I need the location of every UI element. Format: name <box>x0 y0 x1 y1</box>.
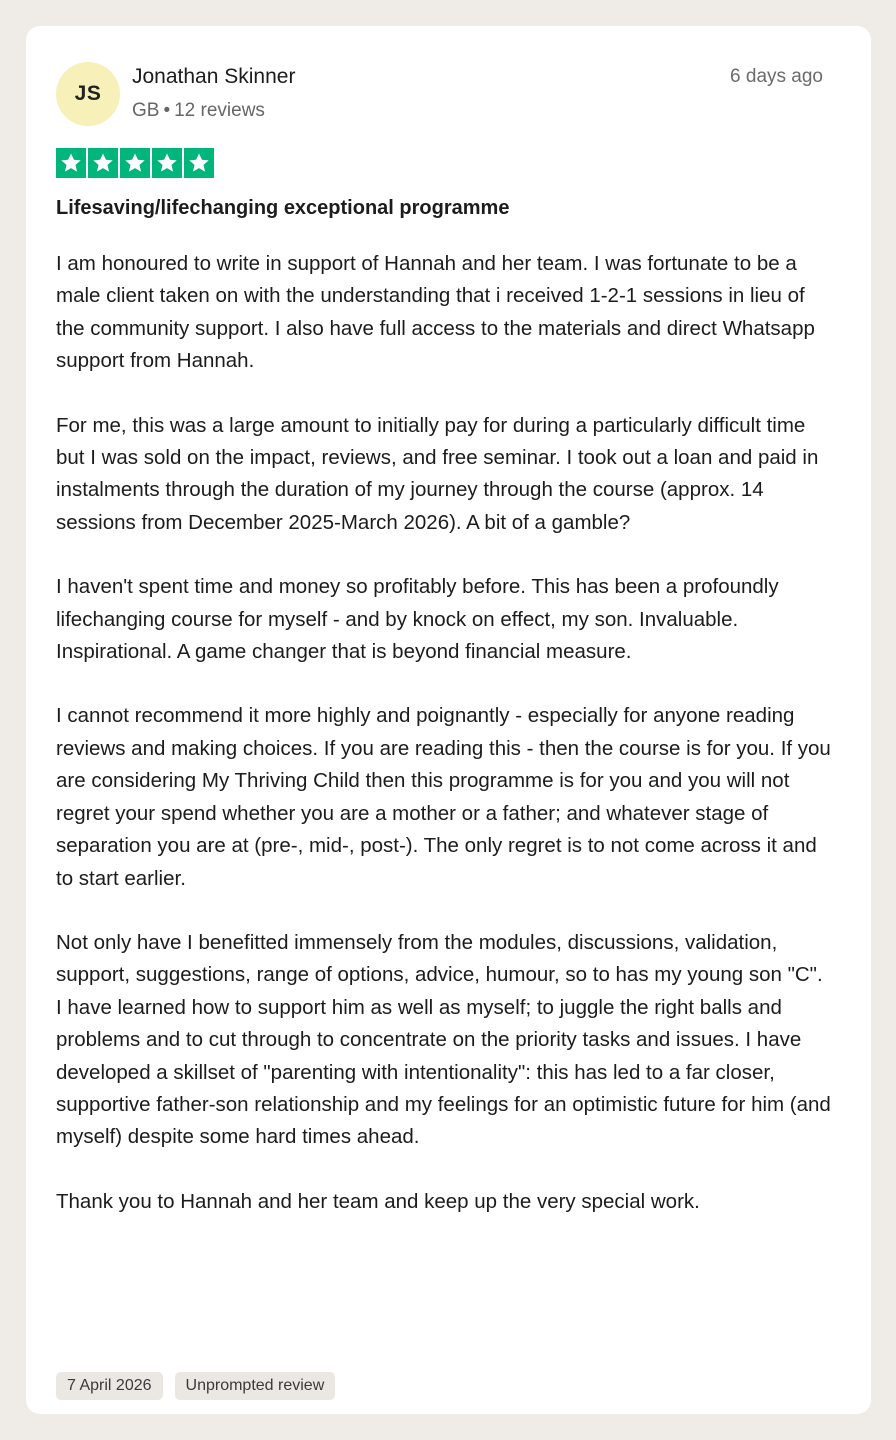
star-icon <box>184 148 214 178</box>
star-rating <box>56 148 214 178</box>
review-posted-date: 6 days ago <box>730 66 823 87</box>
review-paragraph: For me, this was a large amount to initially pay for during a particularly difficult time but I was sold on the impact, reviews, and free seminar. I took out a loan and paid in instalments through the duration of my journey through the course (approx. 14 sessions from December 2025-March 2026). A bit of a gamble? <box>56 413 819 534</box>
review-paragraph: I haven't spent time and money so profitably before. This has been a profoundly lifechanging course for myself - and by knock on effect, my son. Invaluable. Inspirational. A game changer that is beyond financial measure. <box>56 575 779 664</box>
experience-date-badge: 7 April 2026 <box>56 1372 163 1400</box>
review-paragraph: I am honoured to write in support of Hannah and her team. I was fortunate to be a male client taken on with the understanding that i received 1-2-1 sessions in lieu of the community support. I also have full access to the materials and direct Whatsapp support from Hannah. <box>56 252 815 373</box>
review-paragraph: Not only have I benefitted immensely from the modules, discussions, validation, support, suggestions, range of options, advice, humour, so to has my young son "C". I have learned how to support him as well as myself; to juggle the right balls and problems and to cut through to concentrate on the priority tasks and issues. I have developed a skillset of "parenting with intentionality": this has led to a far closer, supportive father-son relationship and my feelings for an optimistic future for him (and myself) despite some hard times ahead. <box>56 930 831 1149</box>
reviewer-review-count: 12 reviews <box>174 100 265 121</box>
star-icon <box>56 148 86 178</box>
reviewer-name[interactable]: Jonathan Skinner <box>132 65 296 88</box>
avatar-initials: JS <box>74 82 102 105</box>
reviewer-country: GB <box>132 100 160 121</box>
star-icon <box>152 148 182 178</box>
reviewer-meta <box>132 100 265 122</box>
review-tags <box>56 1372 335 1400</box>
avatar[interactable] <box>56 62 120 126</box>
review-paragraph: Thank you to Hannah and her team and keep up the very special work. <box>56 1189 700 1213</box>
star-icon <box>120 148 150 178</box>
review-body <box>56 248 831 1250</box>
meta-separator: • <box>163 100 171 121</box>
star-icon <box>88 148 118 178</box>
review-type-badge[interactable]: Unprompted review <box>175 1372 336 1400</box>
review-card <box>26 26 871 1414</box>
review-paragraph: I cannot recommend it more highly and poignantly - especially for anyone reading reviews and making choices. If you are reading this - then the course is for you. If you are considering My Thriving Child then this programme is for you and you will not regret your spend whether you are a mother or a father; and whatever stage of separation you are at (pre-, mid-, post-). The only regret is to not come across it and to start earlier. <box>56 704 831 890</box>
review-title[interactable]: Lifesaving/lifechanging exceptional programme <box>56 197 510 219</box>
